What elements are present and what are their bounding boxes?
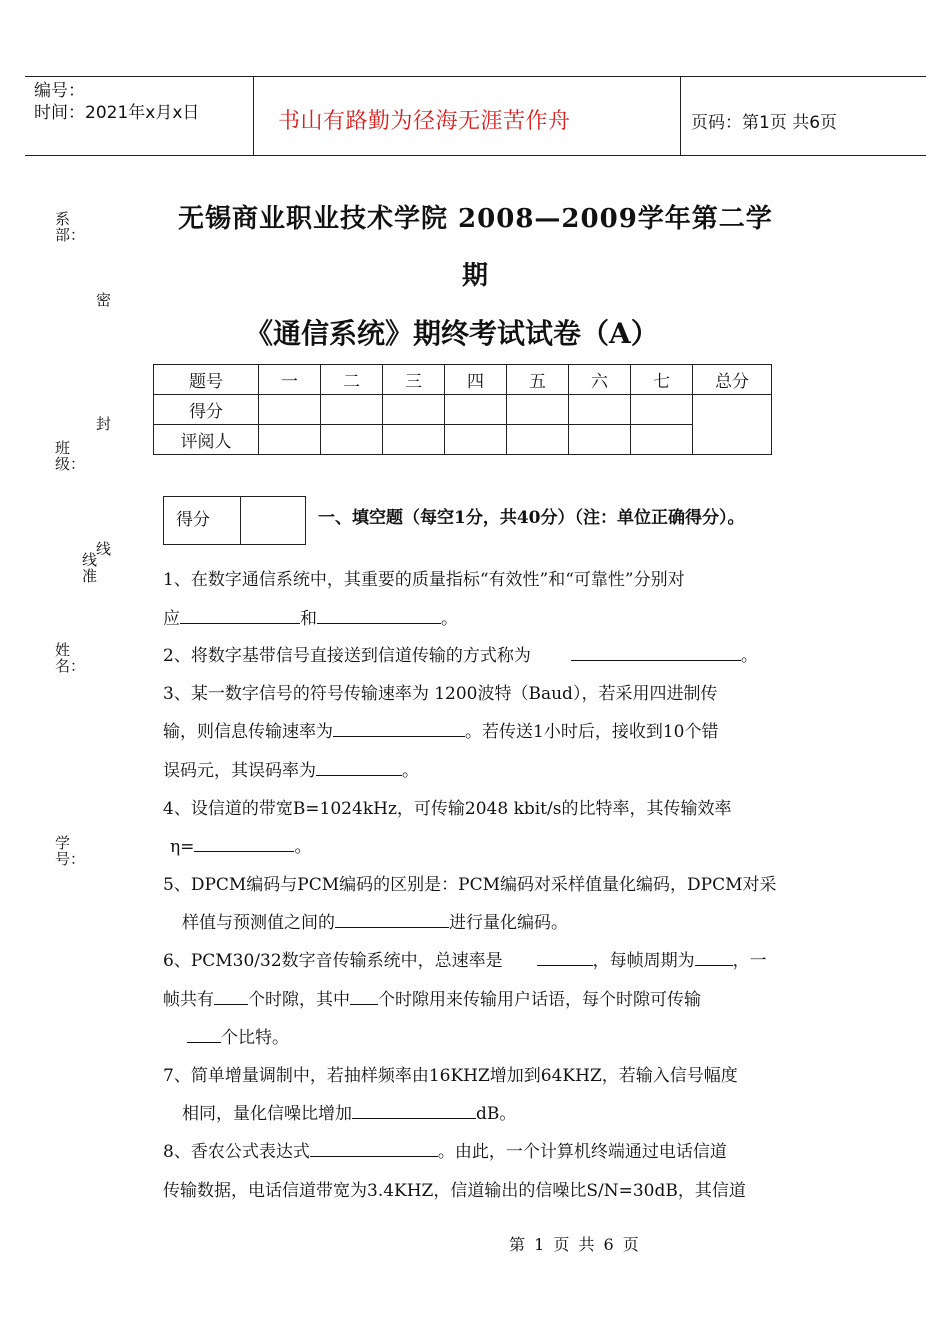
question-text: 个比特。 xyxy=(221,1028,289,1048)
question-4-line2 xyxy=(170,832,311,857)
question-text: 个时隙，其中 xyxy=(248,990,350,1010)
score-cell xyxy=(259,395,321,425)
grader-cell xyxy=(631,425,693,455)
answer-blank xyxy=(571,644,741,661)
answer-blank xyxy=(352,1102,476,1119)
question-text: 相同，量化信噪比增加 xyxy=(182,1104,352,1124)
header-meta xyxy=(34,80,199,124)
question-8-line1 xyxy=(163,1137,727,1162)
header-divider xyxy=(680,76,681,156)
question-1-line1: 1、在数字通信系统中，其重要的质量指标“有效性”和“可靠性”分别对 xyxy=(163,570,685,590)
question-8-line2: 传输数据，电话信道带宽为3.4KHZ，信道输出的信噪比S/N=30dB，其信道 xyxy=(163,1181,746,1201)
question-text: ，一 xyxy=(732,951,767,971)
question-text: 。 xyxy=(294,837,312,857)
question-text: 6、PCM30/32数字音传输系统中，总速率是 xyxy=(163,951,503,971)
question-3-line1: 3、某一数字信号的符号传输速率为 1200波特（Baud），若采用四进制传 xyxy=(163,684,718,704)
question-text: 。若传送1小时后，接收到10个错 xyxy=(465,722,719,742)
answer-blank xyxy=(310,1140,438,1157)
table-header-cell: 总分 xyxy=(693,365,772,395)
question-text: ，每帧周期为 xyxy=(592,951,695,971)
question-text: 输，则信息传输速率为 xyxy=(163,722,333,742)
score-cell xyxy=(321,395,383,425)
answer-blank xyxy=(180,607,300,624)
answer-blank xyxy=(537,949,593,966)
number-label: 编号： xyxy=(34,81,85,101)
answer-blank xyxy=(350,988,378,1005)
answer-blank xyxy=(335,911,449,928)
score-cell xyxy=(569,395,631,425)
table-header-cell: 三 xyxy=(383,365,445,395)
question-text: 2、将数字基带信号直接送到信道传输的方式称为 xyxy=(163,646,531,666)
total-score-cell xyxy=(693,395,772,455)
score-table xyxy=(153,364,772,455)
table-header-cell: 四 xyxy=(445,365,507,395)
section-score-divider xyxy=(240,497,241,544)
question-text: 8、香农公式表达式 xyxy=(163,1142,310,1162)
header-bottom-rule xyxy=(25,155,926,156)
grader-cell xyxy=(259,425,321,455)
page-footer: 第 1 页 共 6 页 xyxy=(509,1235,641,1254)
question-7-line1: 7、简单增量调制中，若抽样频率由16KHZ增加到64KHZ，若输入信号幅度 xyxy=(163,1066,738,1086)
question-text: 误码元，其误码率为 xyxy=(163,761,316,781)
question-text: 个时隙用来传输用户话语，每个时隙可传输 xyxy=(378,990,701,1010)
exam-title-line2: 期 xyxy=(462,261,489,291)
exam-title-course: 《通信系统》期终考试试卷（A） xyxy=(245,317,659,350)
question-text: 。由此，一个计算机终端通过电话信道 xyxy=(437,1142,727,1162)
grader-cell xyxy=(569,425,631,455)
section-score-box xyxy=(163,496,306,545)
side-id-label: 学号： xyxy=(55,834,86,868)
answer-blank xyxy=(333,720,465,737)
table-header-cell: 一 xyxy=(259,365,321,395)
question-6-line3 xyxy=(187,1023,289,1048)
question-text: η= xyxy=(170,837,195,857)
table-header-cell: 五 xyxy=(507,365,569,395)
score-cell xyxy=(383,395,445,425)
grader-cell xyxy=(445,425,507,455)
table-header-cell: 题号 xyxy=(154,365,259,395)
section-heading: 一、填空题（每空1分，共40分）（注：单位正确得分）。 xyxy=(318,508,745,528)
question-3-line3 xyxy=(163,756,419,781)
side-xian: 线 xyxy=(96,540,112,558)
motto: 书山有路勤为径海无涯苦作舟 xyxy=(278,109,571,134)
question-text: 应 xyxy=(163,609,180,629)
question-text: 帧共有 xyxy=(163,990,214,1010)
question-2 xyxy=(163,641,758,666)
question-4-line1: 4、设信道的带宽B=1024kHz，可传输2048 kbit/s的比特率，其传输效率 xyxy=(163,799,732,819)
table-row-label: 得分 xyxy=(154,395,259,425)
table-row-label: 评阅人 xyxy=(154,425,259,455)
page-info: 页码：第1页 共6页 xyxy=(691,113,838,133)
side-xianzhun: 线准 xyxy=(82,551,98,585)
grader-cell xyxy=(507,425,569,455)
question-text: 进行量化编码。 xyxy=(449,913,568,933)
answer-blank xyxy=(214,988,248,1005)
table-row xyxy=(154,395,772,425)
table-header-cell: 七 xyxy=(631,365,693,395)
answer-blank xyxy=(187,1026,221,1043)
answer-blank xyxy=(316,759,402,776)
side-mi: 密 xyxy=(96,291,112,309)
grader-cell xyxy=(383,425,445,455)
side-class-label: 班级： xyxy=(55,439,86,473)
score-cell xyxy=(445,395,507,425)
section-score-label: 得分 xyxy=(176,510,210,530)
table-header-cell: 二 xyxy=(321,365,383,395)
question-text: 。 xyxy=(441,609,458,629)
question-6-line2 xyxy=(163,985,701,1010)
question-3-line2 xyxy=(163,717,718,742)
answer-blank xyxy=(695,949,733,966)
question-text: 样值与预测值之间的 xyxy=(182,913,335,933)
question-text: 。 xyxy=(402,761,419,781)
question-text: 。 xyxy=(740,646,758,666)
score-cell xyxy=(507,395,569,425)
side-dept-label: 系部： xyxy=(55,210,86,244)
score-cell xyxy=(631,395,693,425)
question-5-line2 xyxy=(182,908,568,933)
question-text: 和 xyxy=(300,609,317,629)
question-5-line1: 5、DPCM编码与PCM编码的区别是：PCM编码对采样值量化编码，DPCM对采 xyxy=(163,875,777,895)
table-row xyxy=(154,425,772,455)
side-name-label: 姓名： xyxy=(55,641,86,675)
side-feng: 封 xyxy=(96,415,112,433)
header-divider xyxy=(253,76,254,156)
header-top-rule xyxy=(25,76,926,77)
answer-blank xyxy=(194,835,294,852)
question-text: dB。 xyxy=(476,1104,517,1124)
question-7-line2 xyxy=(182,1099,516,1124)
answer-blank xyxy=(317,607,441,624)
question-6-line1 xyxy=(163,946,767,971)
time-label: 时间：2021年x月x日 xyxy=(34,103,200,123)
grader-cell xyxy=(321,425,383,455)
score-table-header-row xyxy=(154,365,772,395)
question-1-line2 xyxy=(163,604,458,629)
table-header-cell: 六 xyxy=(569,365,631,395)
exam-title-line1: 无锡商业职业技术学院 2008—2009学年第二学 xyxy=(178,204,773,234)
